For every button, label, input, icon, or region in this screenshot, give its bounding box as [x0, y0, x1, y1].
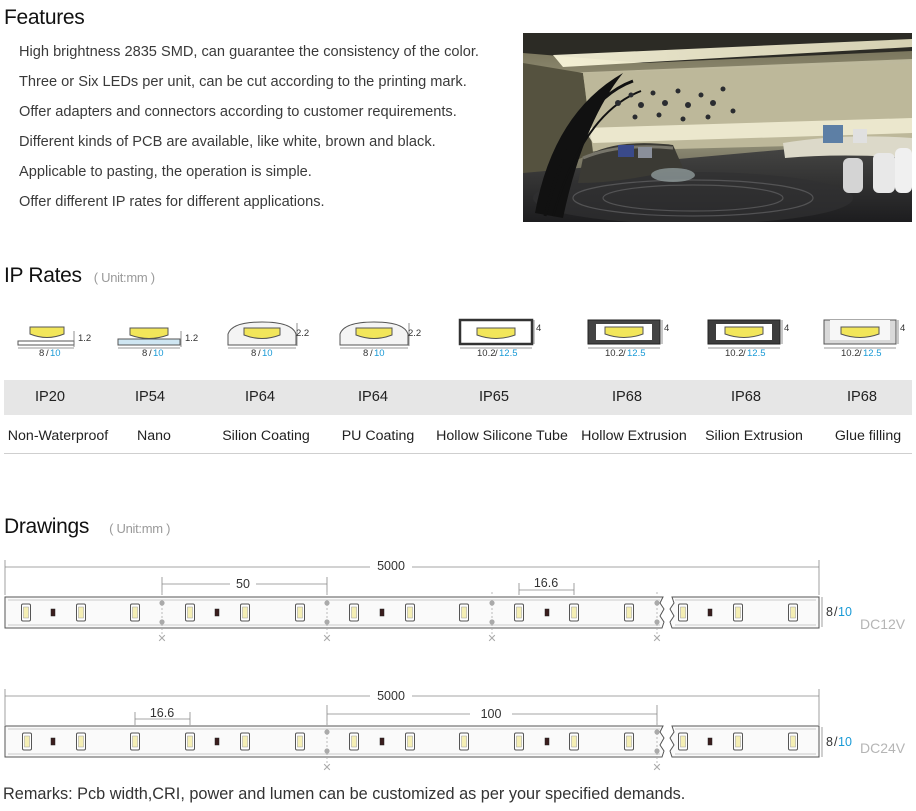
led-phosphor [24, 607, 29, 618]
resistor [51, 609, 55, 616]
svg-text:/: / [743, 348, 746, 359]
strip-width-label: 8 [826, 605, 833, 619]
led-phosphor [462, 736, 467, 747]
ip-profiles [0, 306, 916, 366]
feature-item: Offer adapters and connectors according to customer requirements. [19, 104, 457, 120]
feature-item: Three or Six LEDs per unit, can be cut according to the printing mark. [19, 74, 467, 90]
led-phosphor [243, 736, 248, 747]
profile-height: 4 [664, 323, 670, 334]
svg-text:/: / [495, 348, 498, 359]
ip-rates-table [4, 380, 912, 454]
led-phosphor [408, 607, 413, 618]
led-phosphor [791, 607, 796, 618]
profile-width2: 12.5 [499, 348, 518, 359]
svg-text:/: / [370, 348, 373, 359]
interior-photo [523, 33, 912, 222]
profile-ip54 [118, 328, 198, 359]
profile-ip68-silicone [708, 320, 789, 359]
profile-height: 4 [536, 323, 542, 334]
total-length-label: 5000 [377, 559, 405, 573]
strip-width-label: 8 [826, 735, 833, 749]
svg-text:/: / [834, 735, 838, 749]
ip-rates-title [4, 264, 155, 288]
led-pitch-label: 16.6 [149, 706, 175, 720]
ip-cell: IP54 [134, 389, 166, 405]
feature-item: High brightness 2835 SMD, can guarantee the consistency of the color. [19, 44, 479, 60]
profile-ip68-glue [824, 320, 905, 359]
voltage-label: DC12V [860, 616, 906, 632]
led-phosphor [627, 736, 632, 747]
cut-mark: ✕ [322, 762, 332, 774]
ip-cell: IP65 [478, 389, 510, 405]
led-phosphor [188, 736, 193, 747]
features-list [19, 40, 479, 220]
led-phosphor [736, 736, 741, 747]
type-cell: Silion Coating [222, 428, 310, 444]
ip-cell: IP64 [357, 389, 389, 405]
type-cell: Silion Extrusion [705, 428, 803, 444]
profile-width: 10.2 [725, 348, 744, 359]
remarks-text: Remarks: Pcb width,CRI, power and lumen can be customized as per your specified demands. [3, 785, 686, 803]
strip-body [5, 726, 664, 757]
drawings-title-text: Drawings [4, 515, 90, 538]
profile-height: 2.2 [408, 328, 422, 339]
ip-cell: IP64 [244, 389, 276, 405]
led-phosphor [627, 607, 632, 618]
led-phosphor [681, 607, 686, 618]
ip-rates-title-text: IP Rates [4, 264, 82, 287]
svg-text:/: / [623, 348, 626, 359]
led-phosphor [408, 736, 413, 747]
strip-drawing-dc12v [0, 555, 916, 645]
resistor [545, 738, 549, 745]
led-phosphor [188, 607, 193, 618]
profile-width: 10.2 [605, 348, 624, 359]
cut-mark: ✕ [652, 762, 662, 774]
profile-width: 10.2 [841, 348, 860, 359]
svg-text:/: / [149, 348, 152, 359]
led-phosphor [517, 607, 522, 618]
svg-text:/: / [834, 605, 838, 619]
led-phosphor [352, 736, 357, 747]
type-cell: Hollow Extrusion [581, 428, 687, 444]
led-phosphor [243, 607, 248, 618]
cut-mark: ✕ [322, 633, 332, 645]
ip-cell: IP68 [730, 389, 762, 405]
led-pitch-label: 16.6 [533, 576, 559, 590]
resistor [708, 609, 712, 616]
profile-width: 8 [142, 348, 148, 359]
profile-width: 10.2 [477, 348, 496, 359]
profile-ip20 [18, 327, 91, 359]
resistor [708, 738, 712, 745]
led-phosphor [298, 607, 303, 618]
total-length-label: 5000 [377, 689, 405, 703]
profile-ip65 [460, 320, 541, 359]
profile-height: 1.2 [78, 333, 92, 344]
resistor [215, 738, 219, 745]
ip-cell: IP20 [34, 389, 66, 405]
ip-cell: IP68 [611, 389, 643, 405]
profile-height: 4 [900, 323, 906, 334]
led-phosphor [133, 607, 138, 618]
profile-ip64-pu [340, 322, 421, 359]
profile-height: 4 [784, 323, 790, 334]
profile-width2: 10 [50, 348, 61, 359]
profile-height: 2.2 [296, 328, 310, 339]
features-title: Features [4, 6, 85, 29]
led-phosphor [79, 607, 84, 618]
ip-rates-unit: ( Unit:mm ) [93, 270, 155, 285]
type-cell: Hollow Silicone Tube [436, 428, 568, 444]
profile-width2: 10 [374, 348, 385, 359]
profile-width: 8 [39, 348, 45, 359]
cut-mark: ✕ [487, 633, 497, 645]
drawings-title [4, 515, 170, 539]
resistor [545, 609, 549, 616]
led-phosphor [79, 736, 84, 747]
profile-width2: 12.5 [747, 348, 766, 359]
type-cell: Nano [137, 428, 171, 444]
profile-width2: 10 [262, 348, 273, 359]
type-cell: Glue filling [834, 428, 902, 444]
profile-width: 8 [363, 348, 369, 359]
led-phosphor [681, 736, 686, 747]
segment-length-label: 100 [480, 707, 502, 721]
led-phosphor [572, 736, 577, 747]
strip-width2-label: 10 [838, 735, 852, 749]
feature-item: Offer different IP rates for different applications. [19, 194, 325, 210]
led-phosphor [462, 607, 467, 618]
profile-width: 8 [251, 348, 257, 359]
led-phosphor [25, 736, 30, 747]
resistor [215, 609, 219, 616]
led-phosphor [298, 736, 303, 747]
drawings-unit: ( Unit:mm ) [109, 521, 171, 536]
led-strip [5, 721, 819, 774]
profile-width2: 12.5 [627, 348, 646, 359]
segment-length-label: 50 [236, 577, 250, 591]
led-phosphor [352, 607, 357, 618]
strip-body [5, 597, 664, 628]
svg-text:/: / [46, 348, 49, 359]
strip-drawing-dc24v [0, 685, 916, 775]
resistor [380, 609, 384, 616]
led-phosphor [736, 607, 741, 618]
ip-cell: IP68 [846, 389, 878, 405]
profile-width2: 12.5 [863, 348, 882, 359]
profile-width2: 10 [153, 348, 164, 359]
feature-item: Applicable to pasting, the operation is simple. [19, 164, 312, 180]
feature-item: Different kinds of PCB are available, like white, brown and black. [19, 134, 436, 150]
profile-height: 1.2 [185, 333, 199, 344]
profile-ip68-hollow [588, 320, 669, 359]
cut-mark: ✕ [652, 633, 662, 645]
led-strip [5, 592, 819, 645]
led-phosphor [572, 607, 577, 618]
led-phosphor [133, 736, 138, 747]
svg-text:/: / [258, 348, 261, 359]
svg-text:/: / [859, 348, 862, 359]
resistor [51, 738, 55, 745]
resistor [380, 738, 384, 745]
led-phosphor [791, 736, 796, 747]
type-cell: PU Coating [341, 428, 415, 444]
type-cell: Non-Waterproof [7, 428, 109, 444]
profile-ip64-silicone [228, 322, 309, 359]
voltage-label: DC24V [860, 740, 906, 756]
cut-mark: ✕ [157, 633, 167, 645]
strip-width2-label: 10 [838, 605, 852, 619]
led-phosphor [517, 736, 522, 747]
